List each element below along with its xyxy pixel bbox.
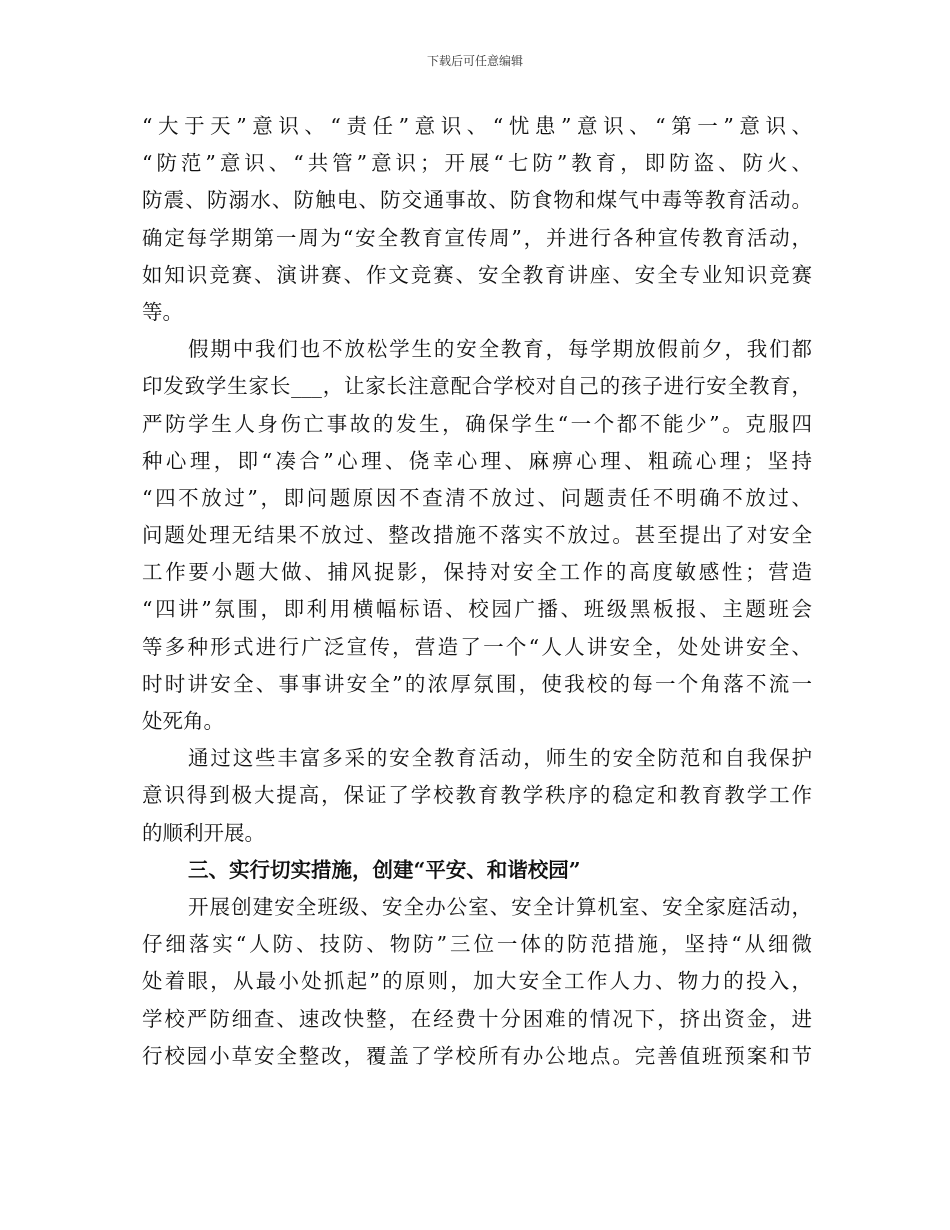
text-line: 种心理，即“凑合”心理、侥幸心理、麻痹心理、粗疏心理；坚持	[142, 448, 812, 473]
text-line: 等。	[142, 299, 183, 324]
text-line: 通过这些丰富多采的安全教育活动，师生的安全防范和自我保护	[188, 746, 812, 771]
text-line: 工作要小题大做、捕风捉影，保持对安全工作的高度敏感性；营造	[142, 560, 812, 585]
text-line: 假期中我们也不放松学生的安全教育，每学期放假前夕，我们都	[188, 337, 812, 362]
text-line: 意识得到极大提高，保证了学校教育教学秩序的稳定和教育教学工作	[142, 783, 812, 808]
text-line: 防震、防溺水、防触电、防交通事故、防食物和煤气中毒等教育活动。	[142, 188, 812, 213]
text-line: 开展创建安全班级、安全办公室、安全计算机室、安全家庭活动，	[188, 894, 812, 919]
text-line: “大于天”意识、“责任”意识、“忧患”意识、“第一”意识、	[142, 114, 812, 138]
page-header: 下载后可任意编辑	[426, 54, 523, 68]
text-line: 处死角。	[142, 709, 224, 733]
document-body	[142, 108, 812, 1075]
text-line: 确定每学期第一周为“安全教育宣传周”，并进行各种宣传教育活动，	[142, 225, 812, 250]
text-line: 行校园小草安全整改，覆盖了学校所有办公地点。完善值班预案和节	[142, 1043, 812, 1068]
text-line: 学校严防细查、速改快整，在经费十分困难的情况下，挤出资金，进	[142, 1006, 812, 1031]
section-heading: 三、实行切实措施，创建“平安、和谐校园”	[188, 857, 581, 882]
text-line: 严防学生人身伤亡事故的发生，确保学生“一个都不能少”。克服四	[142, 411, 812, 436]
text-line: “防范”意识、“共管”意识；开展“七防”教育，即防盗、防火、	[142, 151, 812, 176]
text-line: 印发致学生家长___，让家长注意配合学校对自己的孩子进行安全教育，	[142, 374, 812, 399]
text-line: 的顺利开展。	[142, 820, 265, 845]
text-line: 仔细落实“人防、技防、物防”三位一体的防范措施，坚持“从细微	[142, 932, 812, 957]
text-line: 如知识竞赛、演讲赛、作文竞赛、安全教育讲座、安全专业知识竞赛	[142, 262, 812, 287]
text-line: 等多种形式进行广泛宣传，营造了一个“人人讲安全，处处讲安全、	[142, 634, 812, 659]
text-line: “四不放过”，即问题原因不查清不放过、问题责任不明确不放过、	[142, 485, 812, 510]
text-line: “四讲”氛围，即利用横幅标语、校园广播、班级黑板报、主题班会	[142, 597, 812, 622]
text-line: 处着眼，从最小处抓起”的原则，加大安全工作人力、物力的投入，	[142, 969, 812, 994]
text-line: 问题处理无结果不放过、整改措施不落实不放过。甚至提出了对安全	[142, 523, 812, 548]
text-line: 时时讲安全、事事讲安全”的浓厚氛围，使我校的每一个角落不流一	[142, 671, 812, 696]
